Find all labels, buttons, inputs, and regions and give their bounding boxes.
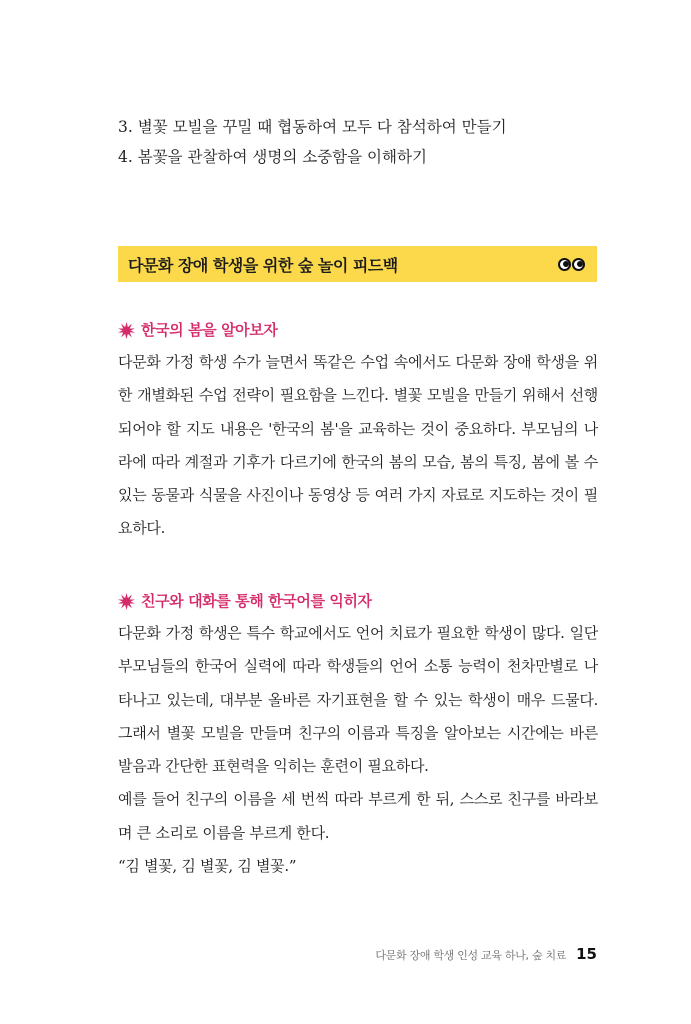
list-item: 4. 봄꽃을 관찰하여 생명의 소중함을 이해하기 [118, 148, 427, 166]
paragraph: 다문화 가정 학생은 특수 학교에서도 언어 치료가 필요한 학생이 많다. 일단 부모님들의 한국어 실력에 따라 학생들의 언어 소통 능력이 천차만별로 나타나고 있는데, 대부분 올바른 자기표현을 할 수 있는 학생이 매우 드물다. 그래서 별꽃 모빌을 만들며 친구의 이름과 특징을 알아보는 시간에는 바른 발음과 간단한 표현력을 익히는 훈련이 필요하다. [118, 624, 598, 776]
section-korean-spring [118, 316, 598, 546]
burst-icon [118, 322, 135, 339]
quote: “김 별꽃, 김 별꽃, 김 별꽃.” [118, 857, 297, 876]
list-item: 3. 별꽃 모빌을 꾸밀 때 협동하여 모두 다 참석하여 만들기 [118, 118, 507, 136]
page-footer [375, 945, 597, 963]
running-title: 다문화 장애 학생 인성 교육 하나, 숲 치료 [375, 949, 567, 962]
page-number: 15 [576, 945, 597, 963]
banner-title: 다문화 장애 학생을 위한 숲 놀이 피드백 [128, 255, 398, 275]
paragraph: 예를 들어 친구의 이름을 세 번씩 따라 부르게 한 뒤, 스스로 친구를 바라보며 큰 소리로 이름을 부르게 한다. [118, 790, 598, 842]
objective-list [118, 112, 598, 172]
section-heading-text: 한국의 봄을 알아보자 [141, 321, 278, 339]
section-heading-text: 친구와 대화를 통해 한국어를 익히자 [141, 592, 372, 610]
section-heading [118, 316, 598, 344]
burst-icon [118, 593, 135, 610]
eyes-icon [558, 258, 585, 271]
paragraph: 다문화 가정 학생 수가 늘면서 똑같은 수업 속에서도 다문화 장애 학생을 위한 개별화된 수업 전략이 필요함을 느낀다. 별꽃 모빌을 만들기 위해서 선행되어야 할 지도 내용은 '한국의 봄'을 교육하는 것이 중요하다. 부모님의 나라에 따라 계절과 기후가 다르기에 한국의 봄의 모습, 봄의 특징, 봄에 볼 수 있는 동물과 식물을 사진이나 동영상 등 여러 가지 자료로 지도하는 것이 필요하다. [118, 353, 598, 538]
section-korean-conversation [118, 587, 598, 883]
section-banner [118, 246, 597, 282]
section-heading [118, 587, 598, 615]
